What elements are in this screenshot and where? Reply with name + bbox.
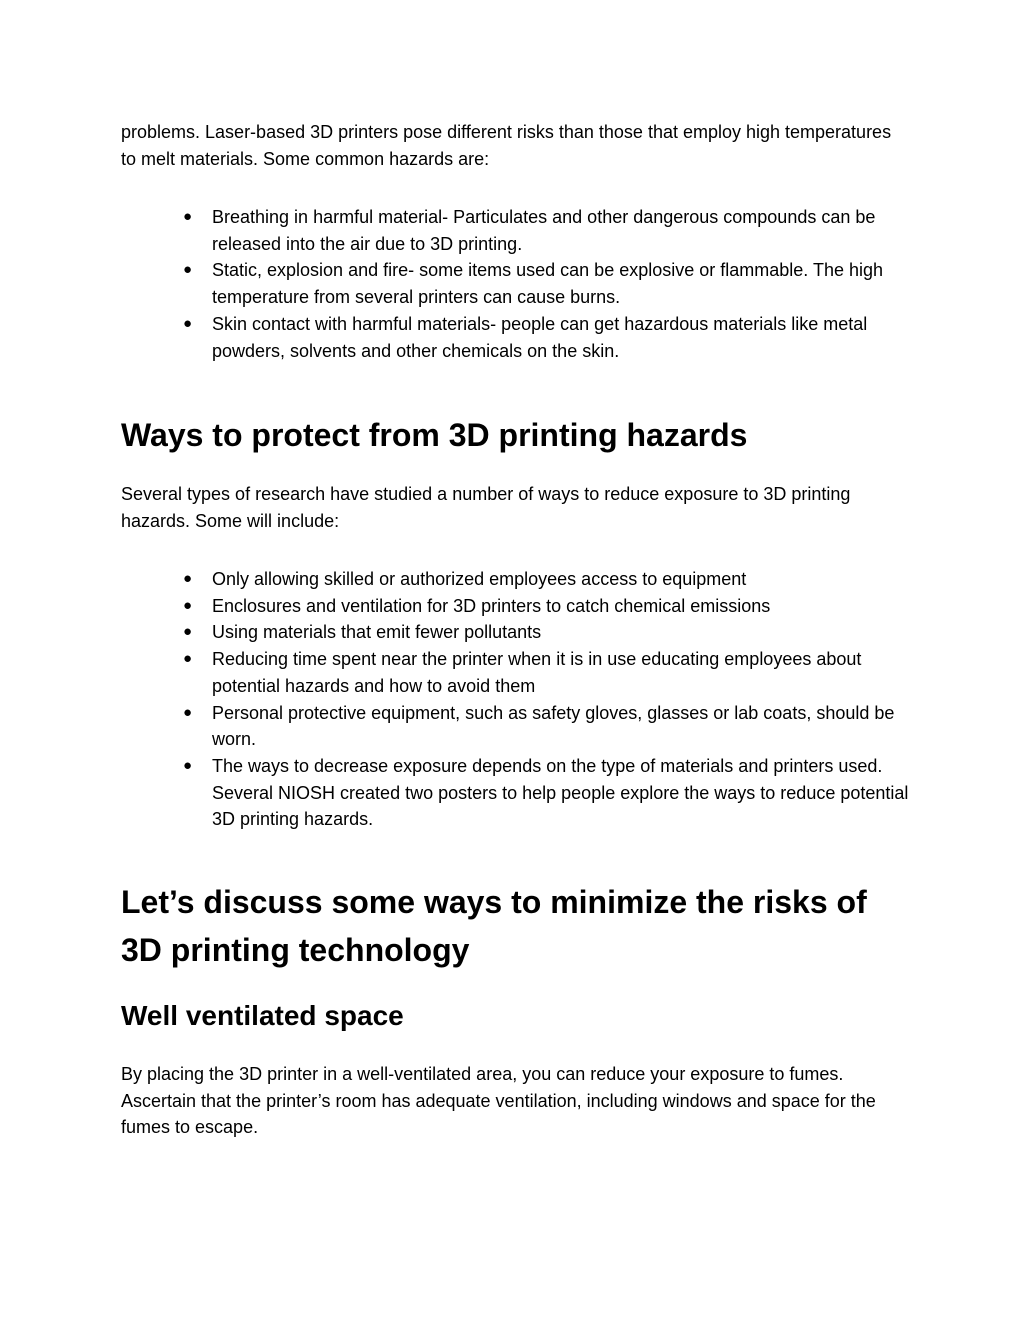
bullet-icon: ● [183, 570, 193, 587]
bullet-icon: ● [183, 208, 193, 225]
subheading-ventilated: Well ventilated space [121, 1000, 404, 1031]
list-item [121, 566, 911, 593]
bullet-icon: ● [183, 596, 193, 614]
list-item-text: The ways to decrease exposure depends on the type of materials and printers used. Several NIOSH created two posters to help people explore the ways to reduce potential 3D printing hazards. [212, 755, 909, 830]
list-item-text: Using materials that emit fewer pollutants [212, 622, 542, 643]
list-item-text: Enclosures and ventilation for 3D printers to catch chemical emissions [212, 595, 771, 616]
list-item-text: Personal protective equipment, such as safety gloves, glasses or lab coats, should be worn. [212, 702, 895, 750]
list-item-text: Reducing time spent near the printer when it is in use educating employees about potential hazards and how to avoid them [212, 649, 862, 696]
list-item [121, 257, 911, 310]
list-item [121, 619, 911, 646]
bullet-icon: ● [183, 703, 193, 721]
list-item [121, 311, 911, 364]
intro-paragraph: problems. Laser-based 3D printers pose different risks than those that employ high temperatures to melt materials. Some common hazards are: [121, 122, 892, 169]
list-item-text: Static, explosion and fire- some items used can be explosive or flammable. The high temperature from several printers can cause burns. [212, 260, 884, 308]
section-heading-protect: Ways to protect from 3D printing hazards [121, 417, 748, 453]
list-item-text: Breathing in harmful material- Particulates and other dangerous compounds can be released into the air due to 3D printing. [212, 207, 876, 254]
protect-list [121, 566, 911, 833]
bullet-icon: ● [183, 756, 193, 774]
bullet-icon: ● [183, 261, 193, 279]
list-item-text: Only allowing skilled or authorized employees access to equipment [212, 569, 747, 589]
bullet-icon: ● [183, 314, 193, 332]
bullet-icon: ● [183, 650, 193, 668]
list-item [121, 753, 911, 833]
list-item [121, 700, 911, 753]
ventilated-paragraph: By placing the 3D printer in a well-ventilated area, you can reduce your exposure to fumes. Ascertain that the printer’s room has adequate ventilation, including windows and space for the fumes to escape. [121, 1064, 876, 1138]
list-item [121, 593, 911, 620]
section-heading-minimize: Let’s discuss some ways to minimize the risks of 3D printing technology [121, 884, 867, 968]
hazards-list [121, 204, 911, 364]
bullet-icon: ● [183, 623, 193, 641]
list-item-text: Skin contact with harmful materials- people can get hazardous materials like metal powders, solvents and other chemicals on the skin. [212, 313, 868, 361]
list-item [121, 646, 911, 699]
protect-paragraph: Several types of research have studied a number of ways to reduce exposure to 3D printing hazards. Some will include: [121, 484, 851, 531]
list-item [121, 204, 911, 257]
